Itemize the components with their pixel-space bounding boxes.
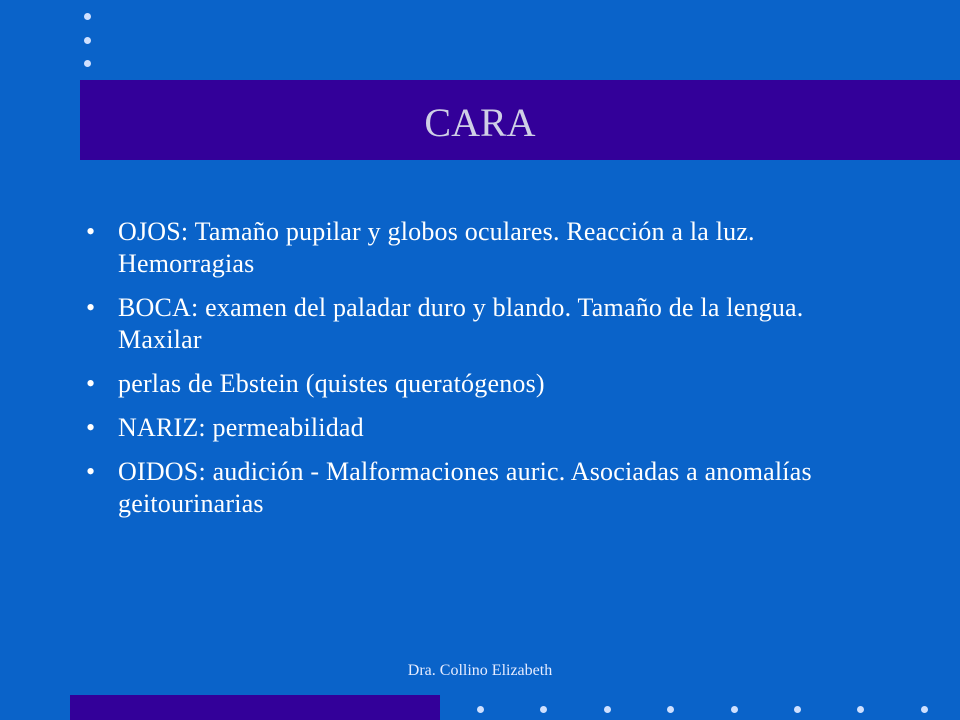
decor-dot xyxy=(794,706,801,713)
bullet-text: BOCA: examen del paladar duro y blando. Tamaño de la lengua. Maxilar xyxy=(118,293,804,354)
slide-title: CARA xyxy=(424,100,536,145)
decor-dot xyxy=(667,706,674,713)
bullet-item xyxy=(86,368,866,400)
decor-dot xyxy=(84,60,91,67)
bullet-icon: • xyxy=(86,217,96,246)
decor-dot xyxy=(84,13,91,20)
bullet-text: OIDOS: audición - Malformaciones auric. Asociadas a anomalías geitourinarias xyxy=(118,457,812,518)
decor-dot xyxy=(731,706,738,713)
decor-dot xyxy=(857,706,864,713)
decor-dot xyxy=(604,706,611,713)
bullet-item xyxy=(86,292,866,356)
bottom-band xyxy=(70,695,440,720)
bullet-list xyxy=(86,216,866,532)
bullet-text: perlas de Ebstein (quistes queratógenos) xyxy=(118,369,545,398)
bullet-icon: • xyxy=(86,369,96,398)
bullet-text: OJOS: Tamaño pupilar y globos oculares. Reacción a la luz. Hemorragias xyxy=(118,217,755,278)
slide-footer: Dra. Collino Elizabeth xyxy=(407,662,553,679)
bullet-icon: • xyxy=(86,293,96,322)
bullet-item xyxy=(86,456,866,520)
decor-dot xyxy=(477,706,484,713)
bullet-text: NARIZ: permeabilidad xyxy=(118,413,364,442)
decor-dot xyxy=(921,706,928,713)
bullet-item xyxy=(86,216,866,280)
bullet-icon: • xyxy=(86,457,96,486)
bullet-icon: • xyxy=(86,413,96,442)
bullet-item xyxy=(86,412,866,444)
decor-dot xyxy=(540,706,547,713)
decor-dot xyxy=(84,37,91,44)
